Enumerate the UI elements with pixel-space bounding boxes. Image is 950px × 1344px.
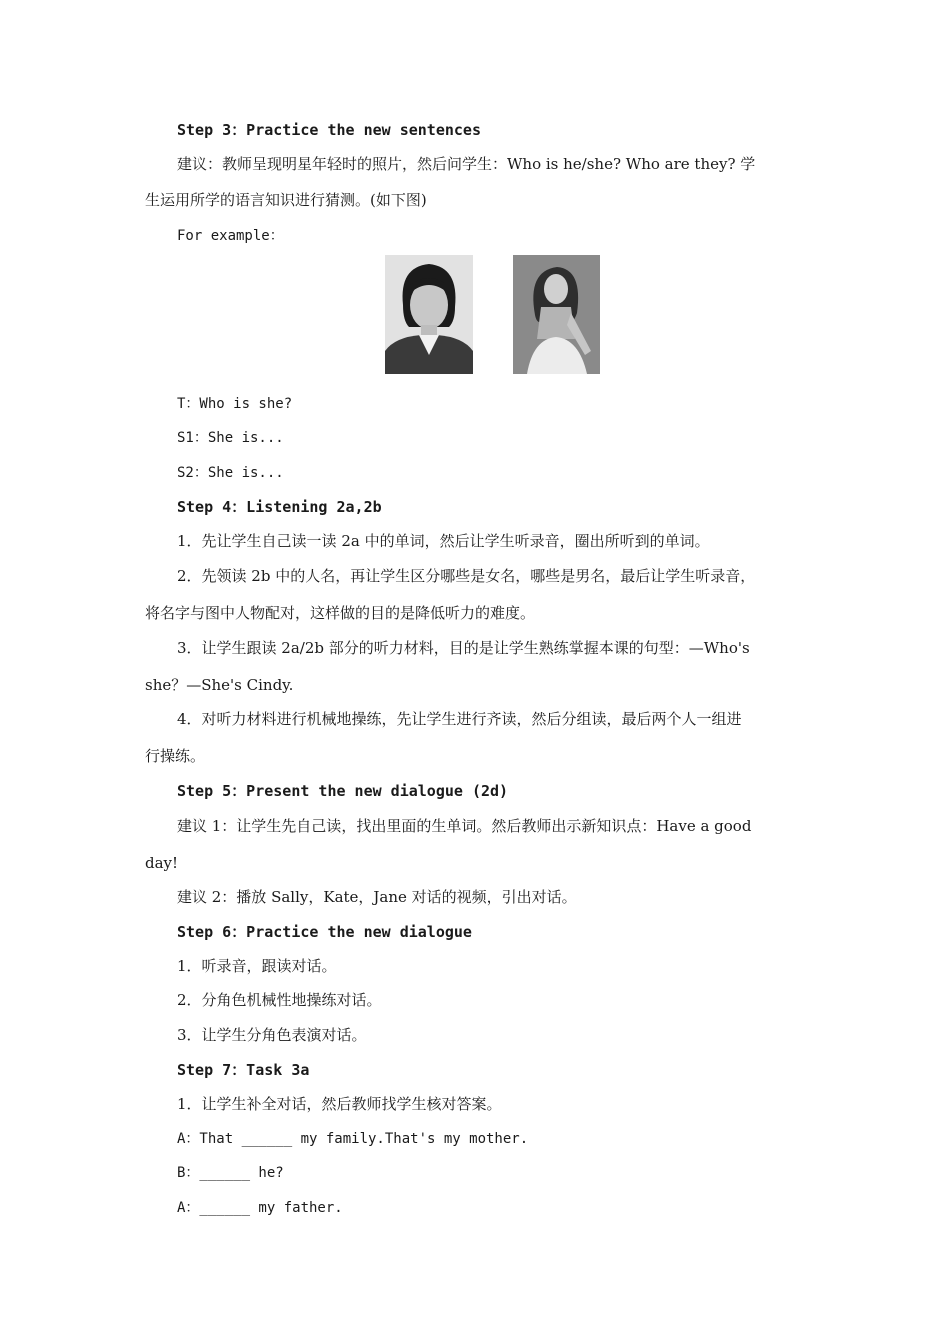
step-6-item-1: 1．听录音，跟读对话。 (177, 957, 337, 975)
step-6-item-3: 3．让学生分角色表演对话。 (177, 1026, 367, 1044)
exercise-line-a1: A：That ______ my family.That's my mother. (177, 1131, 529, 1147)
dialogue-student-1: S1：She is... (177, 430, 284, 446)
step-4-item-2: 2．先领读 2b 中的人名，再让学生区分哪些是女名，哪些是男名，最后让学生听录音， (177, 567, 756, 585)
step-4-item-1: 1．先让学生自己读一读 2a 中的单词，然后让学生听录音，圈出所听到的单词。 (177, 532, 710, 550)
step-4-heading: Step 4：Listening 2a,2b (177, 498, 382, 516)
step-6-heading: Step 6：Practice the new dialogue (177, 923, 472, 941)
step-6-item-2: 2．分角色机械性地操练对话。 (177, 991, 382, 1009)
step-5-heading: Step 5：Present the new dialogue (2d) (177, 782, 509, 800)
dialogue-student-2: S2：She is... (177, 465, 284, 481)
step-4-item-2-cont: 将名字与图中人物配对，这样做的目的是降低听力的难度。 (145, 604, 536, 622)
step-7-heading: Step 7：Task 3a (177, 1061, 310, 1079)
exercise-line-b: B：______ he? (177, 1165, 284, 1181)
for-example-label: For example： (177, 228, 284, 244)
step-4-item-3-cont: she？—She's Cindy. (145, 676, 294, 694)
step-5-suggestion-1: 建议 1：让学生先自己读，找出里面的生单词。然后教师出示新知识点：Have a good (177, 817, 752, 835)
step-3-suggestion: 建议：教师呈现明星年轻时的照片，然后问学生：Who is he/she? Who are they? 学 (177, 155, 756, 173)
star-photo-now (513, 255, 600, 374)
step-5-suggestion-1-cont: day! (145, 854, 179, 872)
exercise-line-a2: A：______ my father. (177, 1200, 343, 1216)
step-4-item-4-cont: 行操练。 (145, 747, 206, 765)
step-4-item-4: 4．对听力材料进行机械地操练，先让学生进行齐读，然后分组读，最后两个人一组进 (177, 710, 742, 728)
dialogue-teacher: T：Who is she? (177, 396, 293, 412)
young-star-photo (385, 255, 473, 374)
step-3-heading: Step 3：Practice the new sentences (177, 121, 481, 139)
step-7-item-1: 1．让学生补全对话，然后教师找学生核对答案。 (177, 1095, 502, 1113)
step-5-suggestion-2: 建议 2：播放 Sally，Kate，Jane 对话的视频，引出对话。 (177, 888, 577, 906)
step-3-suggestion-cont: 生运用所学的语言知识进行猜测。(如下图) (145, 191, 427, 209)
example-photos (385, 255, 600, 374)
step-4-item-3: 3．让学生跟读 2a/2b 部分的听力材料，目的是让学生熟练掌握本课的句型：—Who's (177, 639, 750, 657)
